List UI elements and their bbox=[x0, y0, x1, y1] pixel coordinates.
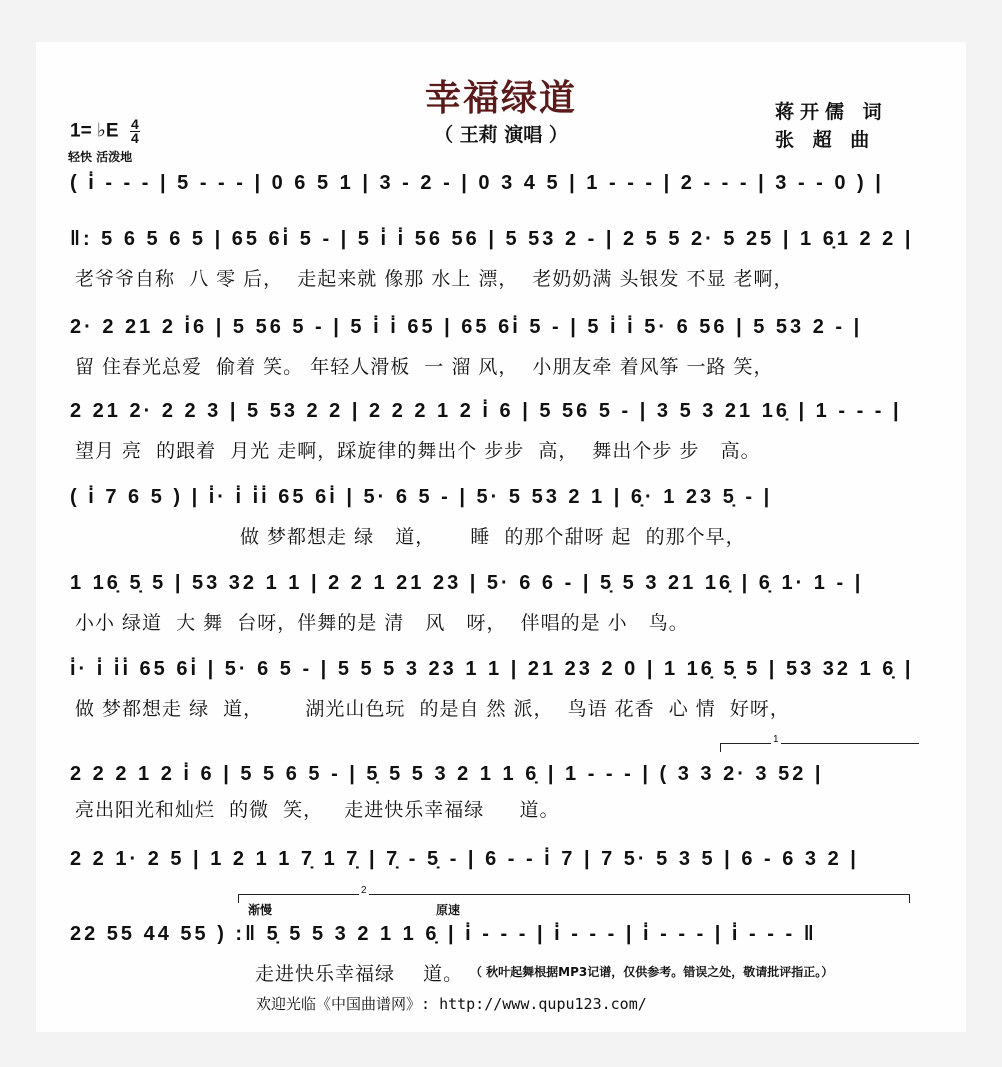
volta-number-2: 2 bbox=[361, 885, 367, 896]
notation-line: ( i̇ - - - | 5 - - - | 0 6 5 1 | 3 - 2 - | 0 3 4 5 | 1 - - - | 2 - - - | 3 - - 0 ) | bbox=[70, 172, 884, 194]
lyrics-line: 老爷爷自称 八 零 后， 走起来就 像那 水上 漂， 老奶奶满 头银发 不显 老啊， bbox=[75, 268, 794, 290]
volta-bracket-2 bbox=[238, 885, 910, 903]
lyrics-line: 小小 绿道 大 舞 台呀，伴舞的是 清 风 呀， 伴唱的是 小 鸟。 bbox=[75, 612, 689, 634]
notation-line: i̇· i̇ i̇i̇ 65 6i̇ | 5· 6 5 - | 5 5 5 3 23 1 1 | 21 23 2 0 | 1 16̣ 5̣ 5 | 53 32 1 6̣ | bbox=[70, 658, 914, 680]
score-row-row6 bbox=[70, 658, 920, 720]
score-row-row3 bbox=[70, 400, 920, 462]
score-row-row5 bbox=[70, 572, 920, 634]
ritardando-marking: 渐慢 bbox=[248, 903, 273, 917]
notation-line: ‖: 5 6 5 6 5 | 65 6i̇ 5 - | 5 i̇ i̇ 56 56 | 5 53 2 - | 2 5 5 2· 5 25 | 1 6̣1 2 2 | bbox=[70, 228, 914, 250]
score-row-intro bbox=[70, 172, 920, 212]
composer-credit: 张 超 曲 bbox=[775, 129, 876, 151]
notation-line: 2· 2 21 2 i̇6 | 5 56 5 - | 5 i̇ i̇ 65 | 65 6i̇ 5 - | 5 i̇ i̇ 5· 6 56 | 5 53 2 - | bbox=[70, 316, 863, 338]
notation-line: ( i̇ 7 6 5 ) | i̇· i̇ i̇i̇ 65 6i̇ | 5· 6 5 - | 5· 5 53 2 1 | 6̣· 1 23 5̣ - | bbox=[70, 486, 773, 508]
volta-bracket-1 bbox=[720, 734, 919, 752]
score-title: 幸福绿道 bbox=[424, 78, 577, 119]
site-footer: 欢迎光临《中国曲谱网》: http://www.qupu123.com/ bbox=[256, 995, 647, 1013]
notation-line: 2 21 2· 2 2 3 | 5 53 2 2 | 2 2 2 1 2 i̇ 6 | 5 56 5 - | 3 5 3 21 16̣ | 1 - - - | bbox=[70, 400, 902, 422]
score-row-row7 bbox=[70, 763, 920, 821]
score-row-row8 bbox=[70, 848, 920, 888]
score-row-row2 bbox=[70, 316, 920, 378]
time-signature-bottom: 4 bbox=[130, 130, 139, 146]
singer-credit: （ 王莉 演唱 ） bbox=[434, 124, 568, 146]
key-label: 1= ♭E bbox=[70, 120, 119, 142]
lyrics-line: 亮出阳光和灿烂 的微 笑， 走进快乐幸福绿 道。 bbox=[75, 799, 560, 821]
notation-line: 2 2 1· 2 5 | 1 2 1 1 7̣ 1 7̣ | 7̣ - 5̣ - | 6 - - i̇ 7 | 7 5· 5 3 5 | 6 - 6 3 2 | bbox=[70, 848, 859, 870]
time-signature bbox=[130, 118, 140, 145]
transcriber-remark: （ 秋叶起舞根据MP3记谱，仅供参考。错误之处，敬请批评指正。） bbox=[470, 965, 834, 979]
score-row-row4 bbox=[70, 486, 920, 548]
key-signature bbox=[70, 118, 140, 145]
time-signature-top: 4 bbox=[130, 116, 139, 132]
a-tempo-marking: 原速 bbox=[436, 903, 461, 917]
lyrics-line: 望月 亮 的跟着 月光 走啊，踩旋律的舞出个 步步 高， 舞出个步 步 高。 bbox=[75, 440, 761, 462]
notation-line: 1 16̣ 5̣ 5 | 53 32 1 1 | 2 2 1 21 23 | 5· 6 6 - | 5̣ 5 3 21 16̣ | 6̣ 1· 1 - | bbox=[70, 572, 864, 594]
lyrics-line: 走进快乐幸福绿 道。 bbox=[255, 963, 464, 985]
notation-line: 2 2 2 1 2 i̇ 6 | 5 5 6 5 - | 5̣ 5 5 3 2 1 1 6̣ | 1 - - - | ( 3 3 2· 3 52 | bbox=[70, 763, 824, 785]
score-row-row1 bbox=[70, 228, 920, 290]
lyrics-line: 做 梦都想走 绿 道， 湖光山色玩 的是自 然 派， 鸟语 花香 心 情 好呀， bbox=[75, 698, 790, 720]
lyrics-line: 做 梦都想走 绿 道， 睡 的那个甜呀 起 的那个早， bbox=[240, 526, 746, 548]
volta-number-1: 1 bbox=[773, 734, 779, 745]
lyricist-credit: 蒋开儒 词 bbox=[775, 101, 888, 123]
notation-line: 22 55 44 55 ) :‖ 5̣ 5 5 3 2 1 1 6̣ | i̇ - - - | i̇ - - - | i̇ - - - | i̇ - - - ‖ bbox=[70, 923, 817, 945]
lyrics-line: 留 住春光总爱 偷着 笑。 年轻人滑板 一 溜 风， 小朋友牵 着风筝 一路 笑， bbox=[75, 356, 774, 378]
tempo-marking: 轻快 活泼地 bbox=[68, 150, 133, 164]
